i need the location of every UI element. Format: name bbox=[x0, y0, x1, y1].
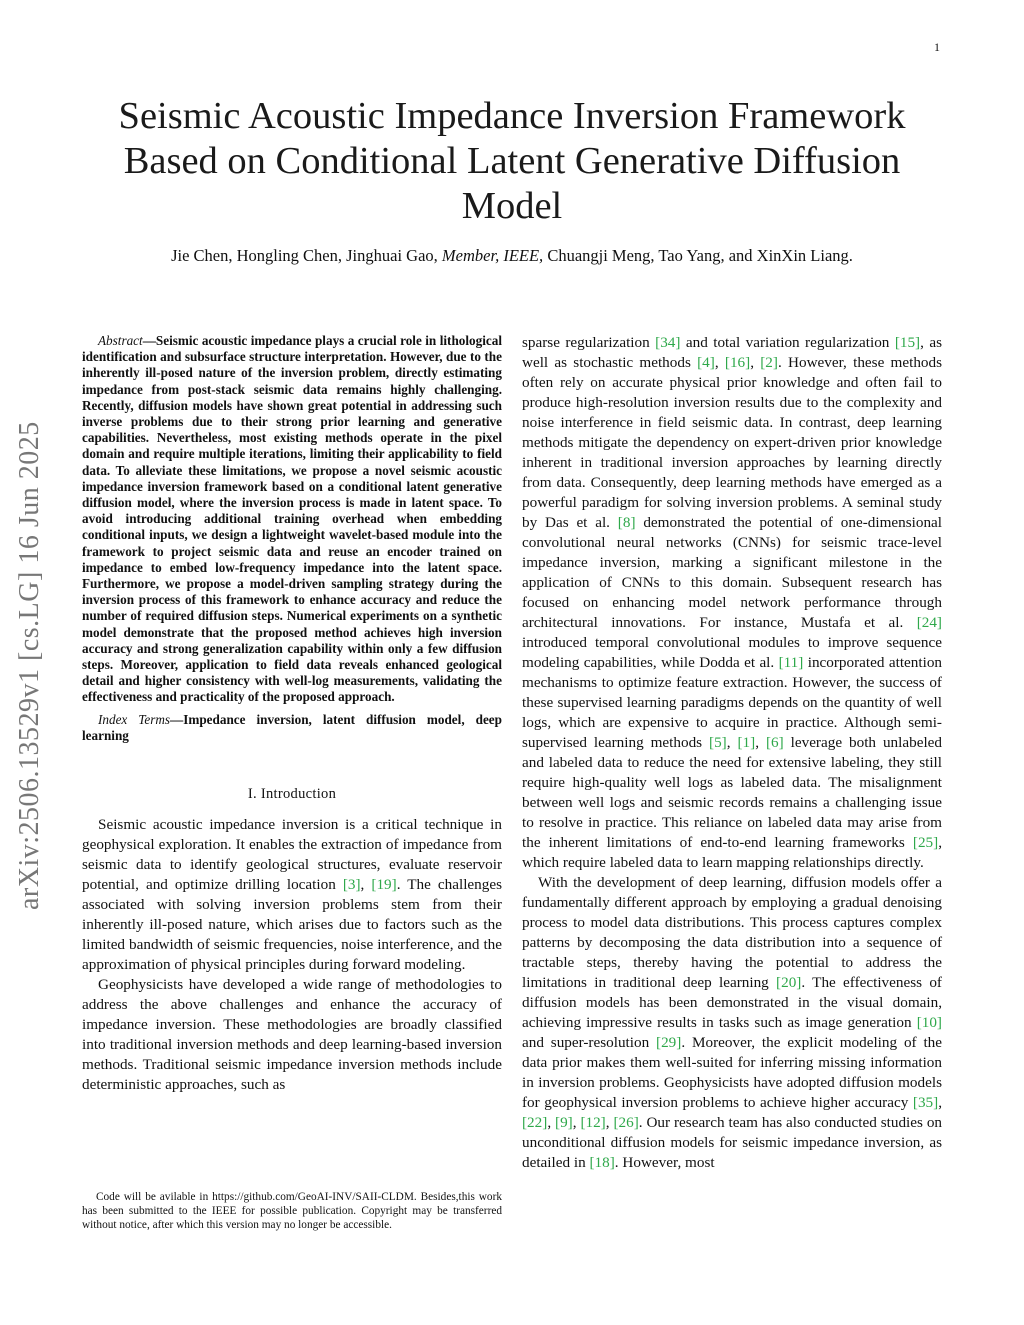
paragraph-text: Seismic acoustic impedance inversion is a critical technique in geophysical exploration. It enables the extraction of impedance from seismic data to identify geological structures, evaluate reservoir potential, and optimize drilling location bbox=[82, 816, 502, 894]
citation-link[interactable]: [29] bbox=[656, 1034, 682, 1051]
section-heading: I. Introduction bbox=[247, 786, 337, 803]
citation-link[interactable]: [34] bbox=[655, 334, 681, 351]
paragraph-text: , as well as stochastic methods bbox=[522, 334, 942, 371]
page-number: 1 bbox=[934, 40, 940, 54]
paragraph-text: , bbox=[547, 1114, 556, 1131]
left-body bbox=[82, 815, 502, 1095]
authors-part-2: Chuangji Meng, Tao Yang, and XinXin Liang. bbox=[547, 246, 853, 265]
paragraph-text: . However, most bbox=[614, 1154, 715, 1171]
citation-link[interactable]: [25] bbox=[912, 834, 939, 851]
paragraph-text: and super-resolution bbox=[522, 1034, 657, 1051]
citation-link[interactable]: [12] bbox=[580, 1114, 606, 1131]
right-body bbox=[522, 333, 942, 1173]
paragraph-text: , bbox=[750, 354, 761, 371]
citation-link[interactable]: [35] bbox=[912, 1094, 939, 1111]
body-paragraph bbox=[522, 873, 942, 1173]
paragraph-text: , bbox=[572, 1114, 581, 1131]
paragraph-text: . Our research team has also conducted studies on unconditional diffusion models for seismic impedance inversion, as detailed in bbox=[522, 1114, 943, 1171]
title-line: Based on Conditional Latent Generative Diffusion bbox=[123, 140, 901, 182]
paragraph-text: . However, these methods often rely on accurate physical prior knowledge and often fail to produce high-resolution inversion results due to the complexity and noise interference in field seismic data. In contrast, deep learning methods mitigate the dependency on expert-driven prior knowledge inherent in traditional inversion approaches by learning directly from data. Consequently, deep learning methods have emerged as a powerful paradigm for solving inversion problems. A seminal study by Das et al. bbox=[522, 354, 943, 531]
index-terms-text: —Impedance inversion, latent diffusion model, deep learning bbox=[82, 711, 502, 743]
paragraph-text: With the development of deep learning, diffusion models offer a fundamentally different approach by employing a gradual denoising process to model data distributions. This process captures complex patterns by decomposing the data distribution into a sequence of tractable steps, thereby having the potential to address the limitations in traditional deep learning bbox=[522, 874, 942, 991]
index-terms-label: Index Terms bbox=[98, 711, 171, 727]
paragraph-text: . The challenges associated with solving inversion problems stem from their inherently ill-posed nature, which arises due to factors such as the limited bandwidth of seismic frequencies, noise interference, and the approximation of physical principles during forward modeling. bbox=[82, 876, 503, 974]
paragraph-text: , bbox=[938, 1094, 942, 1111]
citation-link[interactable]: [15] bbox=[894, 334, 921, 351]
authors-part-1: Jie Chen, Hongling Chen, Jinghuai Gao, bbox=[171, 246, 438, 265]
arxiv-stamp: arXiv:2506.13529v1 [cs.LG] 16 Jun 2025 bbox=[14, 421, 45, 910]
citation-link[interactable]: [9] bbox=[555, 1114, 573, 1131]
paragraph-text: , bbox=[360, 876, 372, 894]
citation-link[interactable]: [10] bbox=[916, 1014, 942, 1031]
title-line: Seismic Acoustic Impedance Inversion Framework bbox=[118, 95, 906, 137]
citation-link[interactable]: [6] bbox=[765, 734, 784, 751]
citation-link[interactable]: [24] bbox=[916, 614, 942, 631]
paragraph-text: Geophysicists have developed a wide range of methodologies to address the above challenges and enhance the accuracy of impedance inversion. These methodologies are broadly classified into traditional inversion methods and deep learning-based inversion methods. Traditional seismic impedance inversion methods include deterministic approaches, such as bbox=[82, 976, 502, 1094]
paragraph-text: leverage both unlabeled and labeled data to reduce the need for extensive labeling, they still require high-quality well logs as labeled data. The misalignment between well logs and seismic records remains a challenging issue to resolve in practice. This reliance on labeled data may arise from the inherent limitations of end-to-end learning frameworks bbox=[522, 734, 943, 851]
paragraph-text: , bbox=[726, 734, 738, 751]
paragraph-text: , which require labeled data to learn mapping relationships directly. bbox=[522, 834, 942, 871]
paragraph-text: sparse regularization bbox=[522, 334, 656, 351]
index-terms bbox=[82, 712, 502, 744]
authors-membership: Member, IEEE, bbox=[441, 246, 544, 265]
paper-title bbox=[60, 94, 964, 229]
paragraph-text: incorporated attention mechanisms to optimize feature extraction. However, the success of these supervised learning paradigms depends on the quantity of well logs, which are expensive to acquire in practice. Although semi-supervised learning methods bbox=[522, 654, 943, 751]
abstract bbox=[82, 333, 502, 706]
paragraph-text: , bbox=[755, 734, 766, 751]
citation-link[interactable]: [18] bbox=[589, 1154, 615, 1171]
citation-link[interactable]: [1] bbox=[737, 734, 756, 751]
author-list bbox=[60, 246, 964, 266]
citation-link[interactable]: [5] bbox=[709, 734, 727, 751]
body-paragraph bbox=[82, 815, 502, 975]
citation-link[interactable]: [8] bbox=[617, 514, 636, 531]
citation-link[interactable]: [4] bbox=[697, 354, 715, 371]
left-column bbox=[82, 333, 502, 1095]
paragraph-text: and total variation regularization bbox=[680, 334, 895, 351]
paragraph-text: introduced temporal convolutional modules to improve sequence modeling capabilities, while Dodda et al. bbox=[522, 634, 942, 671]
paragraph-text: , bbox=[714, 354, 725, 371]
citation-link[interactable]: [19] bbox=[371, 876, 397, 894]
citation-link[interactable]: [16] bbox=[724, 354, 751, 371]
citation-link[interactable]: [26] bbox=[613, 1114, 639, 1131]
body-paragraph bbox=[522, 333, 942, 873]
paragraph-text: . The effectiveness of diffusion models has been demonstrated in the visual domain, achieving impressive results in tasks such as image generation bbox=[522, 974, 942, 1031]
body-paragraph bbox=[82, 975, 502, 1095]
citation-link[interactable]: [2] bbox=[760, 354, 778, 371]
title-line: Model bbox=[461, 185, 563, 227]
footnote: Code will be avilable in https://github.com/GeoAI-INV/SAII-CLDM. Besides,this work has been submitted to the IEEE for possible publication. Copyright may be transferred without notice, after which this version may no longer be accessible. bbox=[82, 1191, 502, 1231]
paragraph-text: . Moreover, the explicit modeling of the data prior makes them well-suited for inferring missing information in inversion problems. Geophysicists have adopted diffusion models for geophysical inversion problems to achieve higher accuracy bbox=[522, 1034, 942, 1111]
right-column bbox=[522, 333, 942, 1173]
abstract-label: Abstract bbox=[98, 333, 143, 348]
paragraph-text: , bbox=[605, 1114, 614, 1131]
citation-link[interactable]: [3] bbox=[342, 876, 361, 894]
citation-link[interactable]: [22] bbox=[522, 1114, 548, 1131]
paragraph-text: demonstrated the potential of one-dimensional convolutional neural networks (CNNs) for seismic trace-level impedance inversion, marking a significant milestone in the application of CNNs to this domain. Subsequent research has focused on enhancing model network performance through architectural innovations. For instance, Mustafa et al. bbox=[522, 514, 942, 631]
citation-link[interactable]: [11] bbox=[778, 654, 804, 671]
citation-link[interactable]: [20] bbox=[776, 974, 802, 991]
abstract-text: —Seismic acoustic impedance plays a crucial role in lithological identification and subsurface structure interpretation. However, due to the inherently ill-posed nature of the inversion problem, directly estimating impedance from post-stack seismic data remains highly challenging. Recently, diffusion models have shown great potential in addressing such inverse problems due to their strong prior learning and generative capabilities. Nevertheless, most existing methods operate in the pixel domain and require multiple iterations, limiting their applicability to field data. To alleviate these limitations, we propose a novel seismic acoustic impedance inversion framework based on a conditional latent generative diffusion model, where the inversion process is made in latent space. To avoid introducing additional training overhead when embedding conditional inputs, we design a lightweight wavelet-based module into the framework to project seismic data and reuse an encoder trained on impedance to embed low-frequency impedance into the latent space. Furthermore, we propose a model-driven sampling strategy during the inversion process of this framework to enhance accuracy and reduce the number of required diffusion steps. Numerical experiments on a synthetic model demonstrate that the proposed method achieves high inversion accuracy and strong generalization capability within only a few diffusion steps. Moreover, application to field data reveals enhanced geological detail and higher consistency with well-log measurements, validating the effectiveness and practicality of the proposed approach. bbox=[82, 333, 502, 705]
